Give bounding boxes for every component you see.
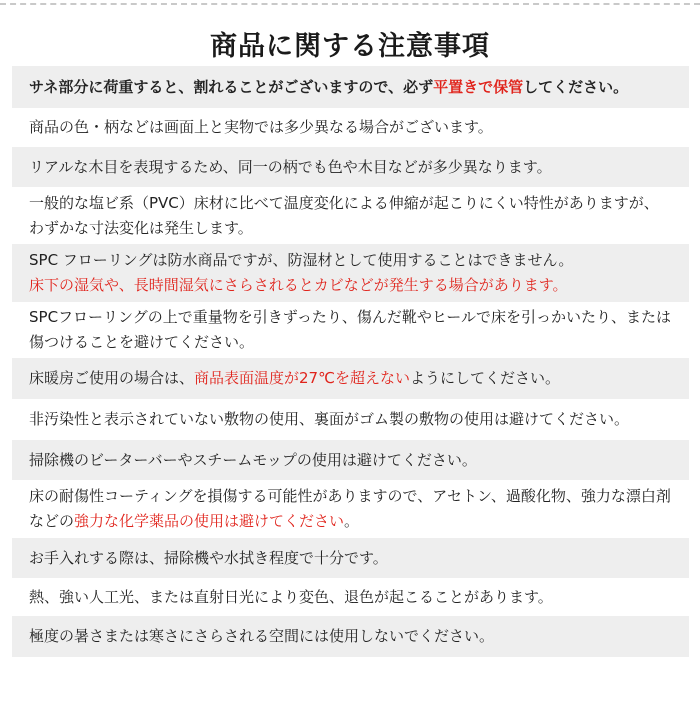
notice-item [12, 108, 689, 147]
notice-text: 極度の暑さまたは寒さにさらされる空間には使用しないでください。 [29, 627, 495, 645]
notice-text: リアルな木目を表現するため、同一の柄でも色や木目などが多少異なります。 [29, 157, 552, 176]
page-title: 商品に関する注意事項 [210, 31, 490, 62]
notice-line [29, 248, 672, 273]
notice-text: 。 [344, 512, 360, 530]
notice-list [12, 66, 689, 657]
notice-text: わずかな寸法変化は発生します。 [29, 218, 253, 237]
notice-line [29, 191, 672, 216]
notice-item [12, 480, 689, 538]
notice-line [29, 75, 672, 100]
notice-line [29, 546, 672, 571]
notice-text: サネ部分に荷重すると、割れることがございますので、必ず [29, 77, 434, 96]
notice-item [12, 302, 689, 358]
notice-item [12, 616, 689, 657]
notice-emphasis-text: 床下の湿気や、長時間湿気にさらされるとカビなどが発生する場合があります。 [29, 276, 568, 294]
notice-text: 商品の色・柄などは画面上と実物では多少異なる場合がございます。 [29, 118, 493, 136]
notice-text: お手入れする際は、掃除機や水拭き程度で十分です。 [29, 548, 388, 567]
notice-item [12, 187, 689, 244]
notice-line [29, 407, 672, 432]
notice-emphasis-text: 商品表面温度が27℃を超えない [194, 369, 410, 387]
notice-text: 非汚染性と表示されていない敷物の使用、裏面がゴム製の敷物の使用は避けてください。 [29, 410, 630, 428]
notice-text: 傷つけることを避けてください。 [29, 333, 255, 351]
notice-line [29, 155, 672, 180]
notice-line [29, 448, 672, 473]
notice-text: 熱、強い人工光、または直射日光により変色、退色が起こることがあります。 [29, 587, 553, 606]
notice-text: SPC フローリングは防水商品ですが、防湿材として使用することはできません。 [29, 251, 574, 269]
top-stitch-border [0, 3, 700, 5]
notice-line [29, 216, 672, 241]
notice-item [12, 440, 689, 480]
notice-emphasis-text: 平置きで保管 [433, 77, 524, 96]
notice-item [12, 538, 689, 578]
notice-text: 一般的な塩ビ系（PVC）床材に比べて温度変化による伸縮が起こりにくい特性がありますが、 [29, 193, 659, 212]
notice-item [12, 358, 689, 399]
notice-line [29, 484, 672, 509]
notice-item [12, 244, 689, 302]
notice-item [12, 399, 689, 440]
notice-text: してください。 [523, 77, 629, 96]
notice-line [29, 585, 672, 610]
notice-text: SPCフローリングの上で重量物を引きずったり、傷んだ靴やヒールで床を引っかいたり、または [29, 308, 671, 326]
notice-line [29, 366, 672, 391]
notice-text: 床の耐傷性コーティングを損傷する可能性がありますので、アセトン、過酸化物、強力な漂白剤 [29, 487, 671, 505]
notice-line [29, 115, 672, 140]
notice-item [12, 66, 689, 108]
notice-line [29, 305, 672, 330]
notice-item [12, 147, 689, 187]
notice-text: ようにしてください。 [409, 369, 560, 387]
notice-emphasis-text: 強力な化学薬品の使用は避けてください [74, 512, 345, 530]
notice-line [29, 624, 672, 649]
notice-text: などの [29, 512, 75, 530]
notice-item [12, 578, 689, 616]
notice-text: 床暖房ご使用の場合は、 [29, 369, 195, 387]
notice-line [29, 330, 672, 355]
notice-text: 掃除機のビーターバーやスチームモップの使用は避けてください。 [29, 450, 477, 469]
notice-line [29, 509, 672, 534]
notice-line [29, 273, 672, 298]
